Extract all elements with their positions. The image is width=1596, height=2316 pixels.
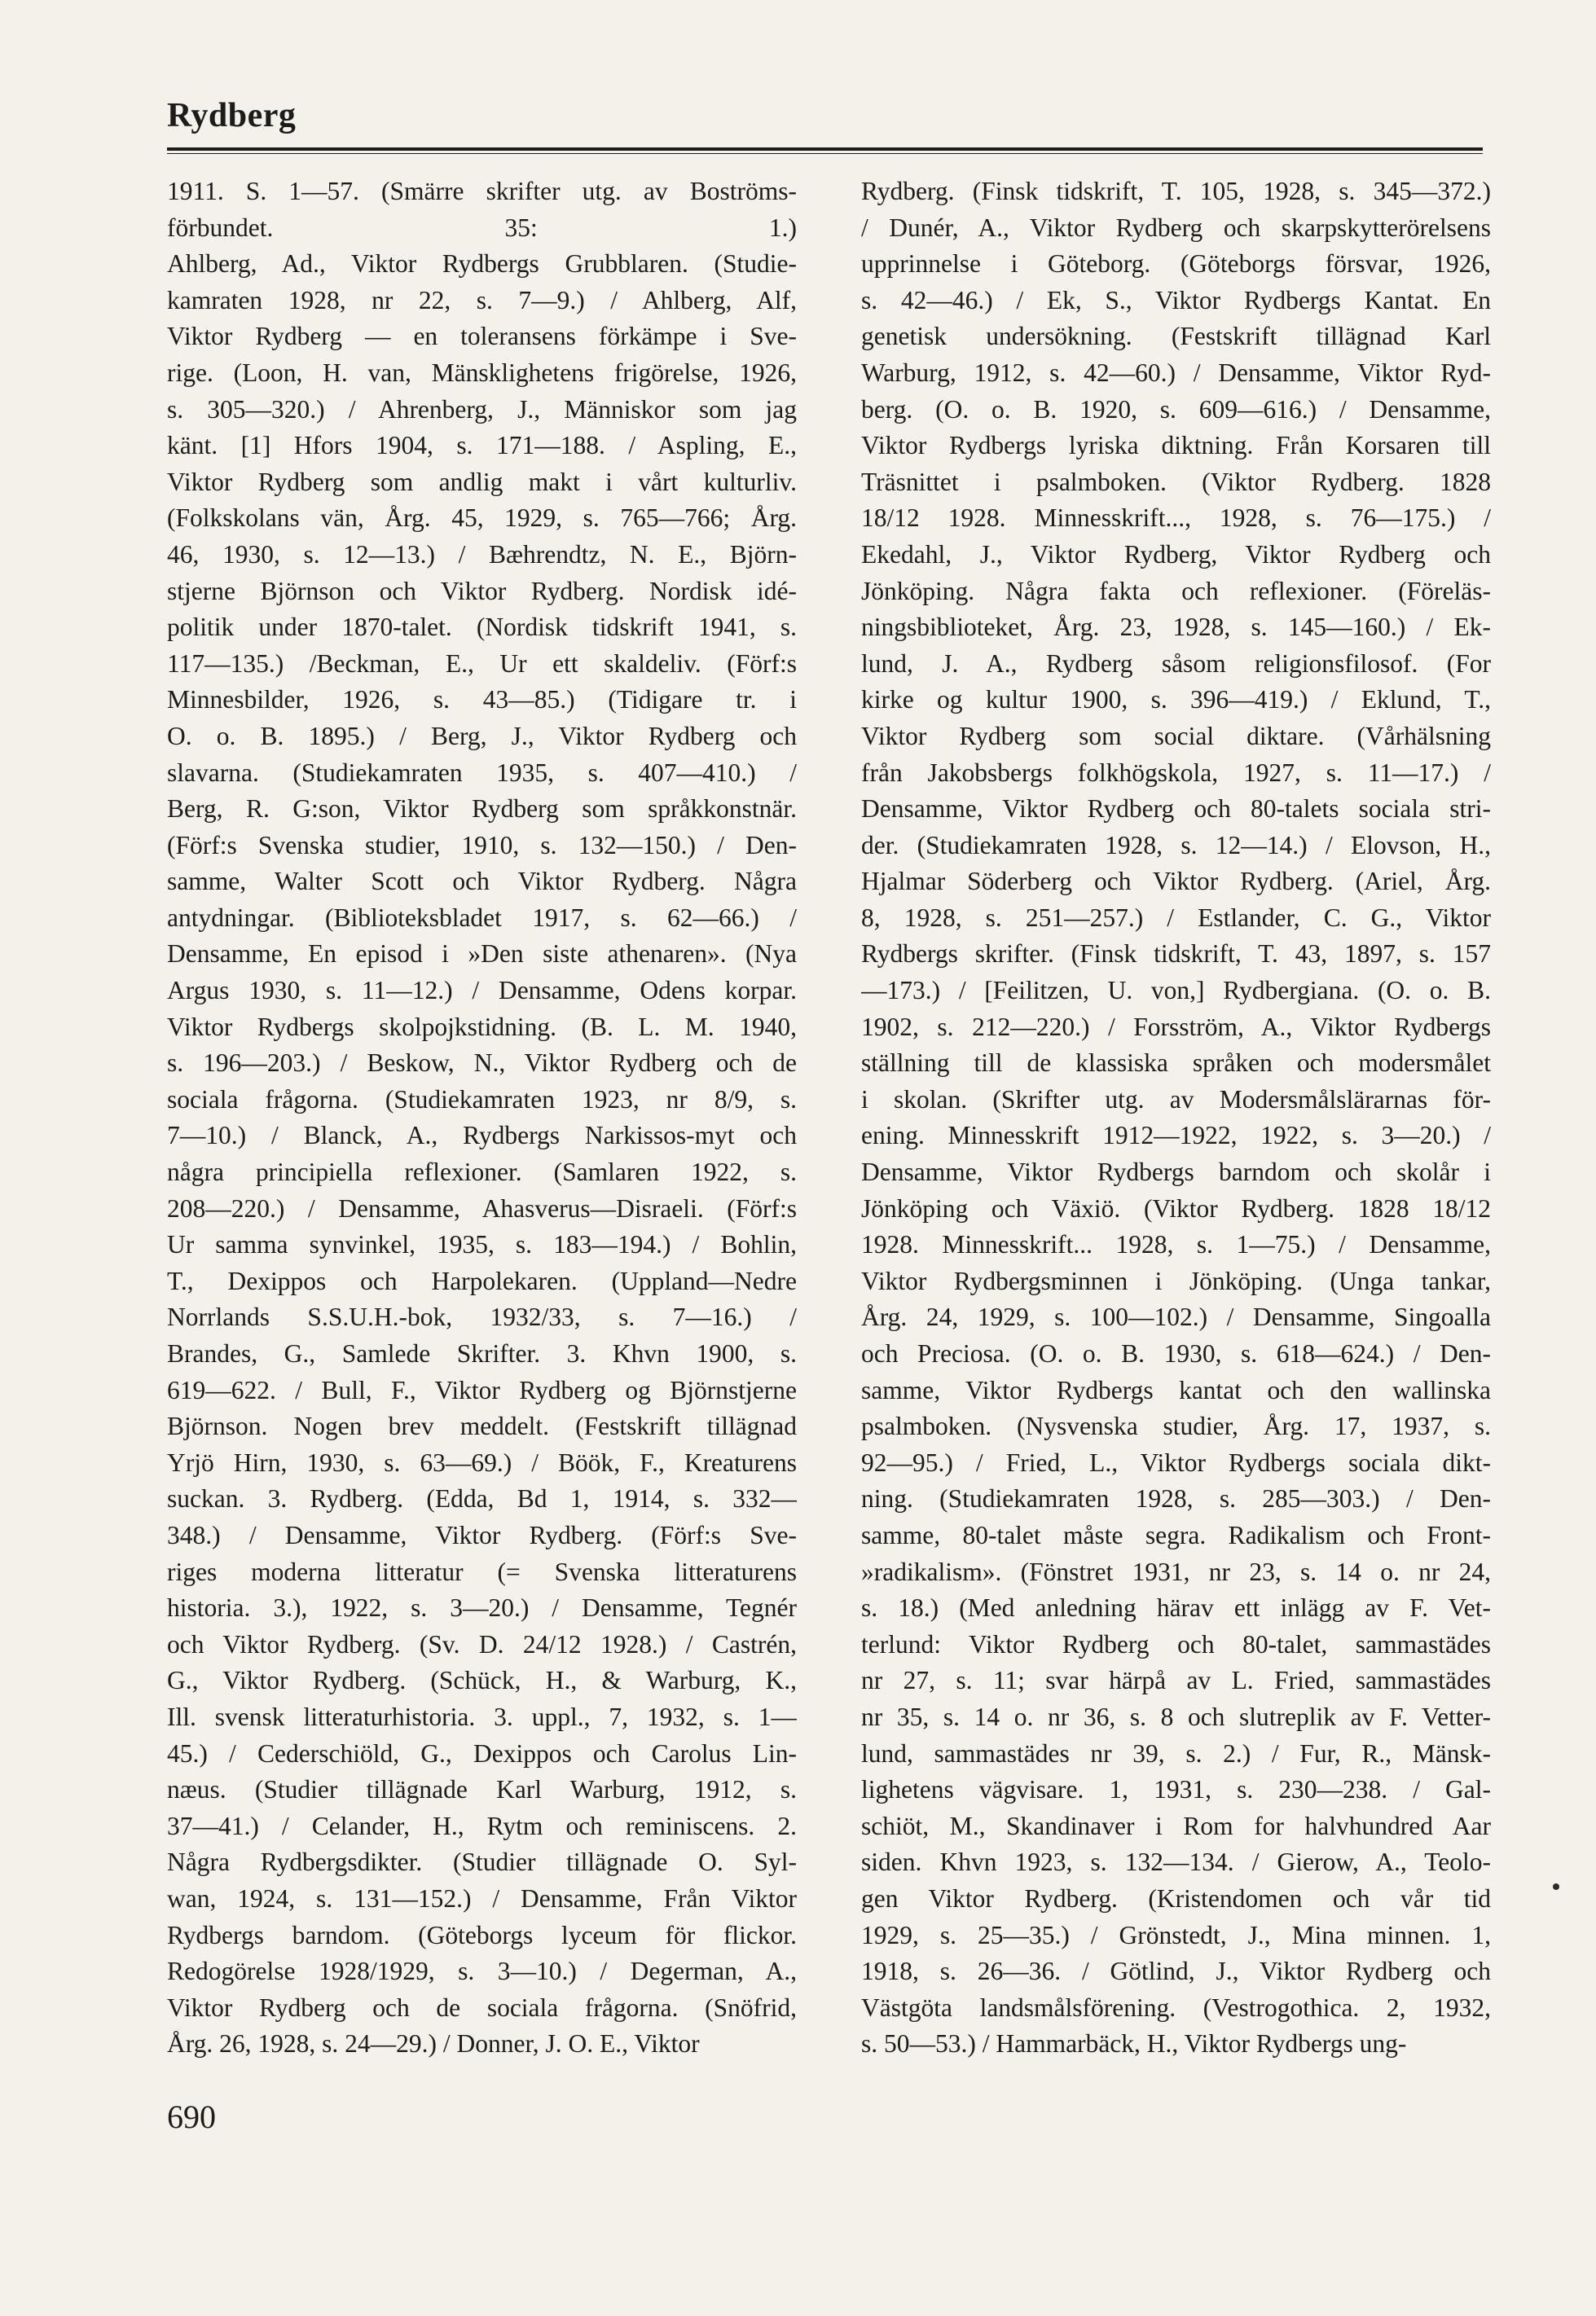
text-line: G., Viktor Rydberg. (Schück, H., & Warburg, K.,	[167, 1666, 797, 1695]
text-line: sociala frågorna. (Studiekamraten 1923, nr 8/9, s.	[167, 1084, 797, 1114]
text-line: —173.) / [Feilitzen, U. von,] Rydbergiana. (O. o. B.	[861, 976, 1491, 1005]
text-line: antydningar. (Biblioteksbladet 1917, s. 62—66.) /	[167, 903, 797, 932]
text-line: känt. [1] Hfors 1904, s. 171—188. / Aspling, E.,	[167, 431, 797, 460]
text-line: kirke og kultur 1900, s. 396—419.) / Eklund, T.,	[861, 685, 1491, 714]
text-line: Brandes, G., Samlede Skrifter. 3. Khvn 1900, s.	[167, 1339, 797, 1368]
text-line: s. 18.) (Med anledning härav ett inlägg av F. Vet-	[861, 1593, 1491, 1623]
text-line: 1918, s. 26—36. / Götlind, J., Viktor Rydberg och	[861, 1957, 1491, 1986]
text-line: s. 305—320.) / Ahrenberg, J., Människor som jag	[167, 394, 797, 424]
text-line: Viktor Rydbergsminnen i Jönköping. (Unga tankar,	[861, 1266, 1491, 1295]
text-line: lighetens vägvisare. 1, 1931, s. 230—238. / Gal-	[861, 1775, 1491, 1804]
text-line: Årg. 24, 1929, s. 100—102.) / Densamme, Singoalla	[861, 1303, 1491, 1332]
text-line: från Jakobsbergs folkhögskola, 1927, s. 11—17.) /	[861, 758, 1491, 787]
text-line: O. o. B. 1895.) / Berg, J., Viktor Rydberg och	[167, 721, 797, 750]
text-line: lund, J. A., Rydberg såsom religionsfilosof. (For	[861, 648, 1491, 678]
text-line: Viktor Rydbergs skolpojkstidning. (B. L. M. 1940,	[167, 1012, 797, 1041]
text-line: kamraten 1928, nr 22, s. 7—9.) / Ahlberg, Alf,	[167, 285, 797, 314]
text-line: Ur samma synvinkel, 1935, s. 183—194.) / Bohlin,	[167, 1230, 797, 1259]
page-number: 690	[167, 2098, 216, 2135]
text-line: Viktor Rydberg som social diktare. (Vårhälsning	[861, 721, 1491, 750]
text-line: Viktor Rydbergs lyriska diktning. Från Korsaren till	[861, 431, 1491, 460]
text-line: Viktor Rydberg och de sociala frågorna. (Snöfrid,	[167, 1993, 797, 2022]
page-header-title: Rydberg	[167, 97, 297, 134]
text-line: Minnesbilder, 1926, s. 43—85.) (Tidigare tr. i	[167, 685, 797, 714]
text-line: Rydberg. (Finsk tidskrift, T. 105, 1928, s. 345—372.)	[861, 177, 1491, 205]
text-line: Berg, R. G:son, Viktor Rydberg som språkkonstnär.	[167, 794, 797, 824]
text-line: och Preciosa. (O. o. B. 1930, s. 618—624.) / Den-	[861, 1339, 1491, 1368]
text-line: 1911. S. 1—57. (Smärre skrifter utg. av Boströms-	[167, 177, 797, 205]
text-line: Viktor Rydberg — en toleransens förkämpe i Sve-	[167, 322, 797, 351]
text-line: 1902, s. 212—220.) / Forsström, A., Viktor Rydbergs	[861, 1012, 1491, 1041]
text-line: Ekedahl, J., Viktor Rydberg, Viktor Rydberg och	[861, 539, 1491, 569]
text-line: der. (Studiekamraten 1928, s. 12—14.) / Elovson, H.,	[861, 830, 1491, 859]
text-line: samme, Viktor Rydbergs kantat och den wallinska	[861, 1375, 1491, 1404]
text-line: Hjalmar Söderberg och Viktor Rydberg. (Ariel, Årg.	[861, 867, 1491, 896]
text-line: Norrlands S.S.U.H.-bok, 1932/33, s. 7—16.) /	[167, 1303, 797, 1332]
text-line: »radikalism». (Fönstret 1931, nr 23, s. 14 o. nr 24,	[861, 1557, 1491, 1586]
text-line: genetisk undersökning. (Festskrift tillägnad Karl	[861, 322, 1491, 351]
text-line: 117—135.) /Beckman, E., Ur ett skaldeliv. (Förf:s	[167, 648, 797, 678]
text-line: s. 42—46.) / Ek, S., Viktor Rydbergs Kantat. En	[861, 285, 1491, 314]
text-line: Rydbergs skrifter. (Finsk tidskrift, T. 43, 1897, s. 157	[861, 939, 1491, 969]
text-line: psalmboken. (Nysvenska studier, Årg. 17, 1937, s.	[861, 1412, 1491, 1441]
text-line: rige. (Loon, H. van, Mänsklighetens frigörelse, 1926,	[167, 358, 797, 387]
text-line: terlund: Viktor Rydberg och 80-talet, sammastädes	[861, 1629, 1491, 1659]
text-line: Yrjö Hirn, 1930, s. 63—69.) / Böök, F., Kreaturens	[167, 1448, 797, 1477]
text-line: (Folkskolans vän, Årg. 45, 1929, s. 765—766; Årg.	[167, 503, 797, 533]
text-line: ningsbiblioteket, Årg. 23, 1928, s. 145—160.) / Ek-	[861, 613, 1491, 642]
text-line: ening. Minnesskrift 1912—1922, 1922, s. 3—20.) /	[861, 1121, 1491, 1150]
text-line: ning. (Studiekamraten 1928, s. 285—303.) / Den-	[861, 1484, 1491, 1514]
text-line: 8, 1928, s. 251—257.) / Estlander, C. G., Viktor	[861, 903, 1491, 932]
text-line: Västgöta landsmålsförening. (Vestrogothica. 2, 1932,	[861, 1993, 1491, 2022]
text-line: næus. (Studier tillägnade Karl Warburg, 1912, s.	[167, 1775, 797, 1804]
text-line: 348.) / Densamme, Viktor Rydberg. (Förf:s Sve-	[167, 1520, 797, 1549]
text-line: 208—220.) / Densamme, Ahasverus—Disraeli. (Förf:s	[167, 1193, 797, 1223]
text-line: Rydbergs barndom. (Göteborgs lyceum för flickor.	[167, 1920, 797, 1949]
text-line: Ill. svensk litteraturhistoria. 3. uppl., 7, 1932, s. 1—	[167, 1702, 797, 1731]
text-line: 1929, s. 25—35.) / Grönstedt, J., Mina minnen. 1,	[861, 1920, 1491, 1949]
text-line: Densamme, Viktor Rydbergs barndom och skolår i	[861, 1158, 1491, 1187]
text-line: berg. (O. o. B. 1920, s. 609—616.) / Densamme,	[861, 394, 1491, 424]
text-line: s. 50—53.) / Hammarbäck, H., Viktor Rydbergs ung-	[861, 2029, 1407, 2059]
text-line: samme, 80-talet måste segra. Radikalism och Front-	[861, 1520, 1491, 1549]
text-line: och Viktor Rydberg. (Sv. D. 24/12 1928.) / Castrén,	[167, 1629, 797, 1659]
text-line: upprinnelse i Göteborg. (Göteborgs försvar, 1926,	[861, 249, 1491, 279]
text-line: Jönköping. Några fakta och reflexioner. (Föreläs-	[861, 576, 1491, 605]
text-line: / Dunér, A., Viktor Rydberg och skarpskytterörelsens	[861, 213, 1491, 242]
right-column	[861, 174, 1491, 2063]
header-rule	[167, 147, 1483, 151]
text-line: förbundet. 35: 1.)	[167, 213, 797, 242]
text-line: Björnson. Nogen brev meddelt. (Festskrift tillägnad	[167, 1412, 797, 1441]
text-line: Träsnittet i psalmboken. (Viktor Rydberg. 1828	[861, 467, 1491, 496]
text-line: Redogörelse 1928/1929, s. 3—10.) / Degerman, A.,	[167, 1957, 797, 1986]
text-line: 18/12 1928. Minnesskrift..., 1928, s. 76—175.) /	[861, 503, 1491, 533]
text-line: siden. Khvn 1923, s. 132—134. / Gierow, A., Teolo-	[861, 1848, 1491, 1877]
text-line: slavarna. (Studiekamraten 1935, s. 407—410.) /	[167, 758, 797, 787]
text-line: Några Rydbergsdikter. (Studier tillägnade O. Syl-	[167, 1848, 797, 1877]
text-line: nr 35, s. 14 o. nr 36, s. 8 och slutreplik av F. Vetter-	[861, 1702, 1491, 1731]
text-line: några principiella reflexioner. (Samlaren 1922, s.	[167, 1158, 797, 1187]
text-line: Argus 1930, s. 11—12.) / Densamme, Odens korpar.	[167, 976, 797, 1005]
text-line: historia. 3.), 1922, s. 3—20.) / Densamme, Tegnér	[167, 1593, 797, 1623]
text-line: ställning till de klassiska språken och modersmålet	[861, 1048, 1491, 1078]
text-line: suckan. 3. Rydberg. (Edda, Bd 1, 1914, s. 332—	[167, 1484, 797, 1514]
text-line: 37—41.) / Celander, H., Rytm och reminiscens. 2.	[167, 1811, 797, 1840]
text-line: i skolan. (Skrifter utg. av Modersmålslärarnas för-	[861, 1084, 1491, 1114]
text-line: schiöt, M., Skandinaver i Rom for halvhundred Aar	[861, 1811, 1491, 1840]
text-line: stjerne Björnson och Viktor Rydberg. Nordisk idé-	[167, 576, 797, 605]
text-line: 7—10.) / Blanck, A., Rydbergs Narkissos-myt och	[167, 1121, 797, 1150]
text-line: 92—95.) / Fried, L., Viktor Rydbergs sociala dikt-	[861, 1448, 1491, 1477]
text-line: riges moderna litteratur (= Svenska litteraturens	[167, 1557, 797, 1586]
text-line: 1928. Minnesskrift... 1928, s. 1—75.) / Densamme,	[861, 1230, 1491, 1259]
text-line: wan, 1924, s. 131—152.) / Densamme, Från Viktor	[167, 1883, 797, 1913]
text-line: T., Dexippos och Harpolekaren. (Uppland—Nedre	[167, 1266, 797, 1295]
text-line: Densamme, En episod i »Den siste athenaren». (Nya	[167, 939, 797, 969]
text-line: Årg. 26, 1928, s. 24—29.) / Donner, J. O. E., Viktor	[167, 2029, 700, 2059]
text-line: nr 27, s. 11; svar härpå av L. Fried, sammastädes	[861, 1666, 1491, 1695]
text-line: Densamme, Viktor Rydberg och 80-talets sociala stri-	[861, 794, 1491, 824]
text-line: s. 196—203.) / Beskow, N., Viktor Rydberg och de	[167, 1048, 797, 1078]
text-line: lund, sammastädes nr 39, s. 2.) / Fur, R., Mänsk-	[861, 1738, 1491, 1768]
text-line: gen Viktor Rydberg. (Kristendomen och vår tid	[861, 1883, 1491, 1913]
header-rule-thin	[167, 153, 1483, 154]
text-line: 45.) / Cederschiöld, G., Dexippos och Carolus Lin-	[167, 1738, 797, 1768]
text-line: 46, 1930, s. 12—13.) / Bæhrendtz, N. E., Björn-	[167, 539, 797, 569]
text-line: Ahlberg, Ad., Viktor Rydbergs Grubblaren. (Studie-	[167, 249, 797, 279]
ink-speck	[1553, 1883, 1559, 1890]
text-line: 619—622. / Bull, F., Viktor Rydberg og Björnstjerne	[167, 1375, 797, 1404]
text-line: Viktor Rydberg som andlig makt i vårt kulturliv.	[167, 467, 797, 496]
text-line: samme, Walter Scott och Viktor Rydberg. Några	[167, 867, 797, 896]
text-line: (Förf:s Svenska studier, 1910, s. 132—150.) / Den-	[167, 830, 797, 859]
text-line: Jönköping och Växiö. (Viktor Rydberg. 1828 18/12	[861, 1193, 1491, 1223]
text-line: Warburg, 1912, s. 42—60.) / Densamme, Viktor Ryd-	[861, 358, 1491, 387]
left-column	[167, 174, 797, 2063]
text-line: politik under 1870-talet. (Nordisk tidskrift 1941, s.	[167, 613, 797, 642]
